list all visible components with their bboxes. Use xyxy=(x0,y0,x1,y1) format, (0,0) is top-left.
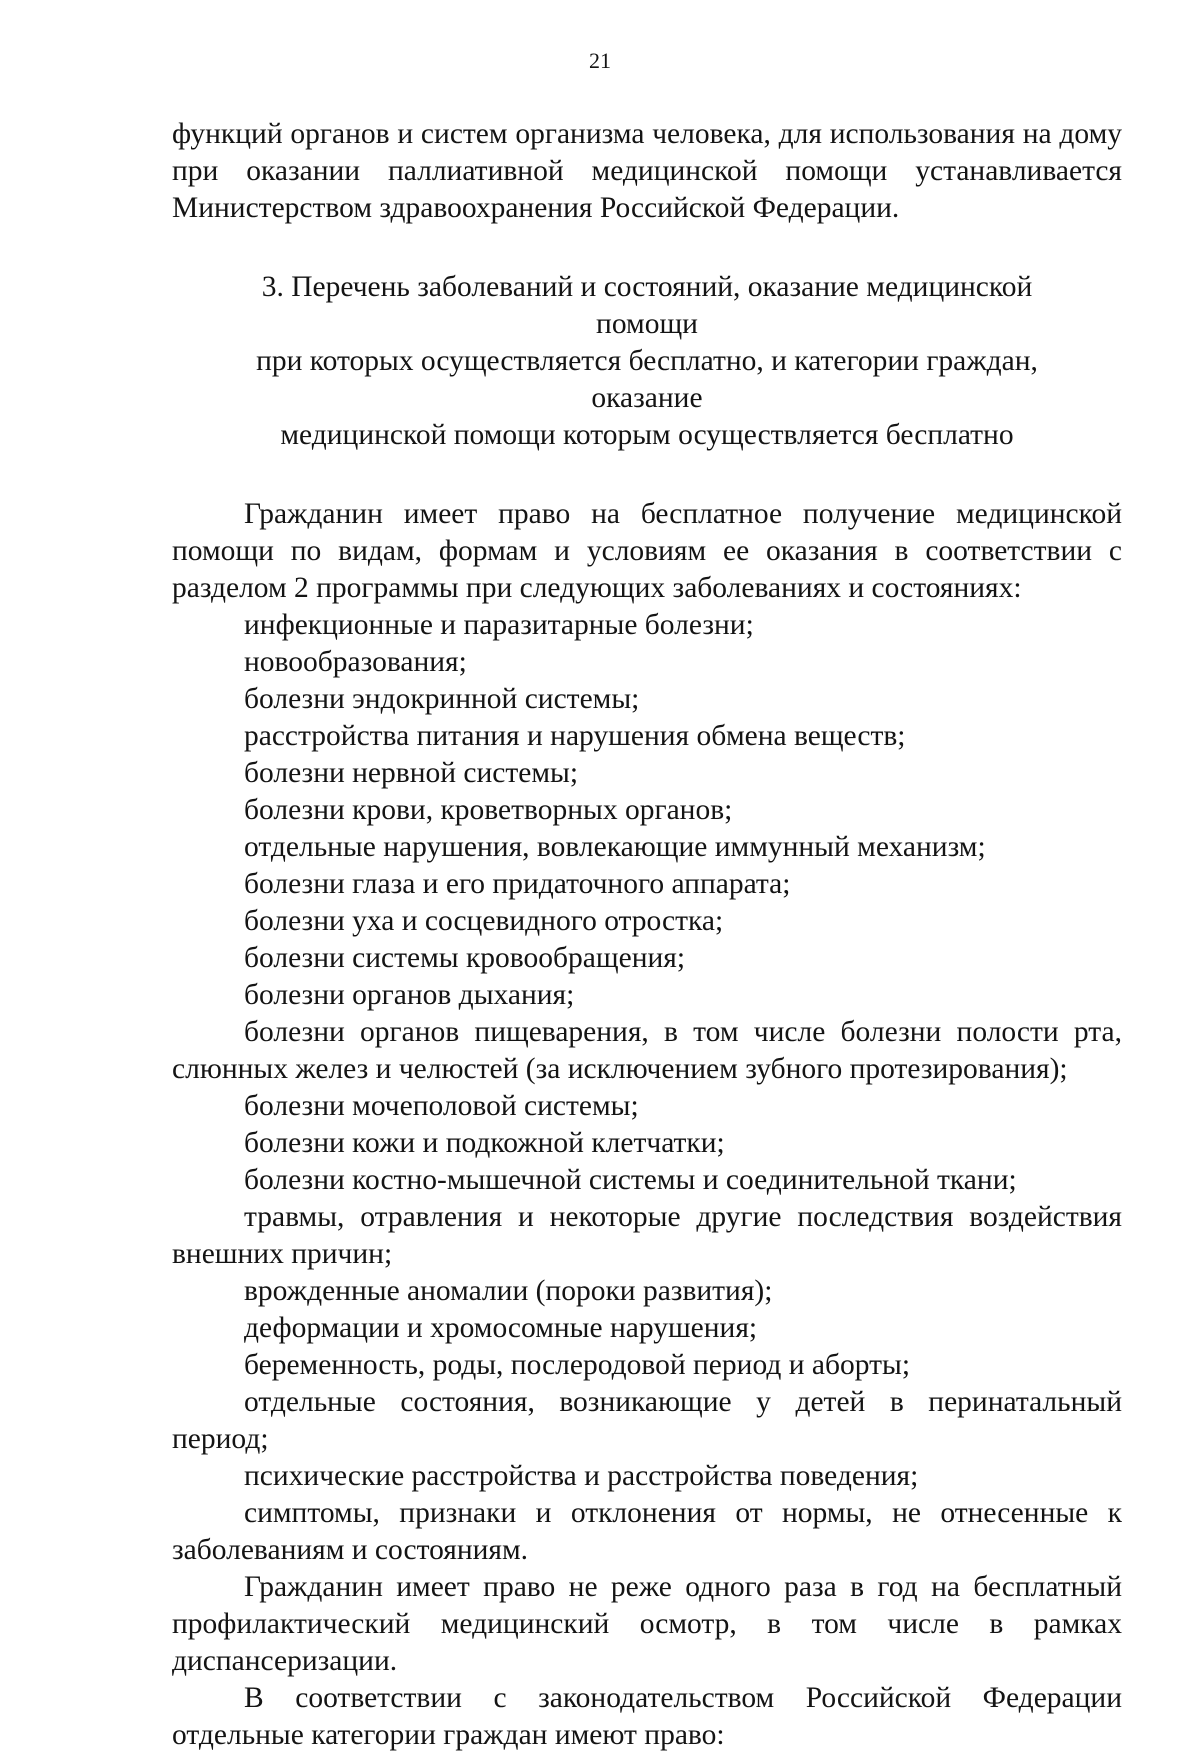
categories-paragraph: В соответствии с законодательством Российской Федерации отдельные категории граждан имеют право: xyxy=(172,1682,1122,1751)
condition-item: болезни костно-мышечной системы и соединительной ткани; xyxy=(244,1164,1017,1196)
condition-item: болезни мочеполовой системы; xyxy=(244,1090,639,1122)
condition-item: врожденные аномалии (пороки развития); xyxy=(244,1275,773,1307)
condition-item: травмы, отравления и некоторые другие последствия воздействия внешних причин; xyxy=(172,1201,1122,1270)
condition-item: болезни кожи и подкожной клетчатки; xyxy=(244,1127,725,1159)
condition-item: расстройства питания и нарушения обмена веществ; xyxy=(244,720,906,752)
section-heading xyxy=(172,269,1122,454)
condition-item: психические расстройства и расстройства поведения; xyxy=(244,1460,919,1492)
conditions-list xyxy=(172,607,1122,1569)
condition-item: болезни глаза и его придаточного аппарата; xyxy=(244,868,791,900)
condition-item: инфекционные и паразитарные болезни; xyxy=(244,609,754,641)
section-heading-line: медицинской помощи которым осуществляется бесплатно xyxy=(280,419,1014,451)
right-to-free-care-paragraph: Гражданин имеет право на бесплатное получение медицинской помощи по видам, формам и условиям ее оказания в соответствии с разделом 2 программы при следующих заболеваниях и состояниях: xyxy=(172,498,1122,604)
condition-item: симптомы, признаки и отклонения от нормы, не отнесенные к заболеваниям и состояниям. xyxy=(172,1497,1122,1566)
condition-item: болезни эндокринной системы; xyxy=(244,683,640,715)
condition-item: болезни органов дыхания; xyxy=(244,979,575,1011)
condition-item: беременность, роды, послеродовой период и аборты; xyxy=(244,1349,911,1381)
condition-item: болезни системы кровообращения; xyxy=(244,942,686,974)
condition-item: деформации и хромосомные нарушения; xyxy=(244,1312,758,1344)
page-number: 21 xyxy=(589,48,611,73)
intro-paragraph: функций органов и систем организма человека, для использования на дому при оказании паллиативной медицинской помощи устанавливается Министерством здравоохранения Российской Федерации. xyxy=(172,118,1122,224)
condition-item: отдельные нарушения, вовлекающие иммунный механизм; xyxy=(244,831,986,863)
checkup-paragraph: Гражданин имеет право не реже одного раза в год на бесплатный профилактический медицинский осмотр, в том числе в рамках диспансеризации. xyxy=(172,1571,1122,1677)
condition-item: болезни органов пищеварения, в том числе болезни полости рта, слюнных желез и челюстей (за исключением зубного протезирования); xyxy=(172,1016,1122,1085)
condition-item: отдельные состояния, возникающие у детей в перинатальный период; xyxy=(172,1386,1122,1455)
condition-item: болезни крови, кроветворных органов; xyxy=(244,794,733,826)
condition-item: болезни уха и сосцевидного отростка; xyxy=(244,905,724,937)
section-heading-line: при которых осуществляется бесплатно, и категории граждан, оказание xyxy=(256,345,1038,414)
condition-item: болезни нервной системы; xyxy=(244,757,579,789)
section-heading-line: 3. Перечень заболеваний и состояний, оказание медицинской помощи xyxy=(261,271,1033,340)
document-body xyxy=(172,116,1122,1754)
condition-item: новообразования; xyxy=(244,646,467,678)
